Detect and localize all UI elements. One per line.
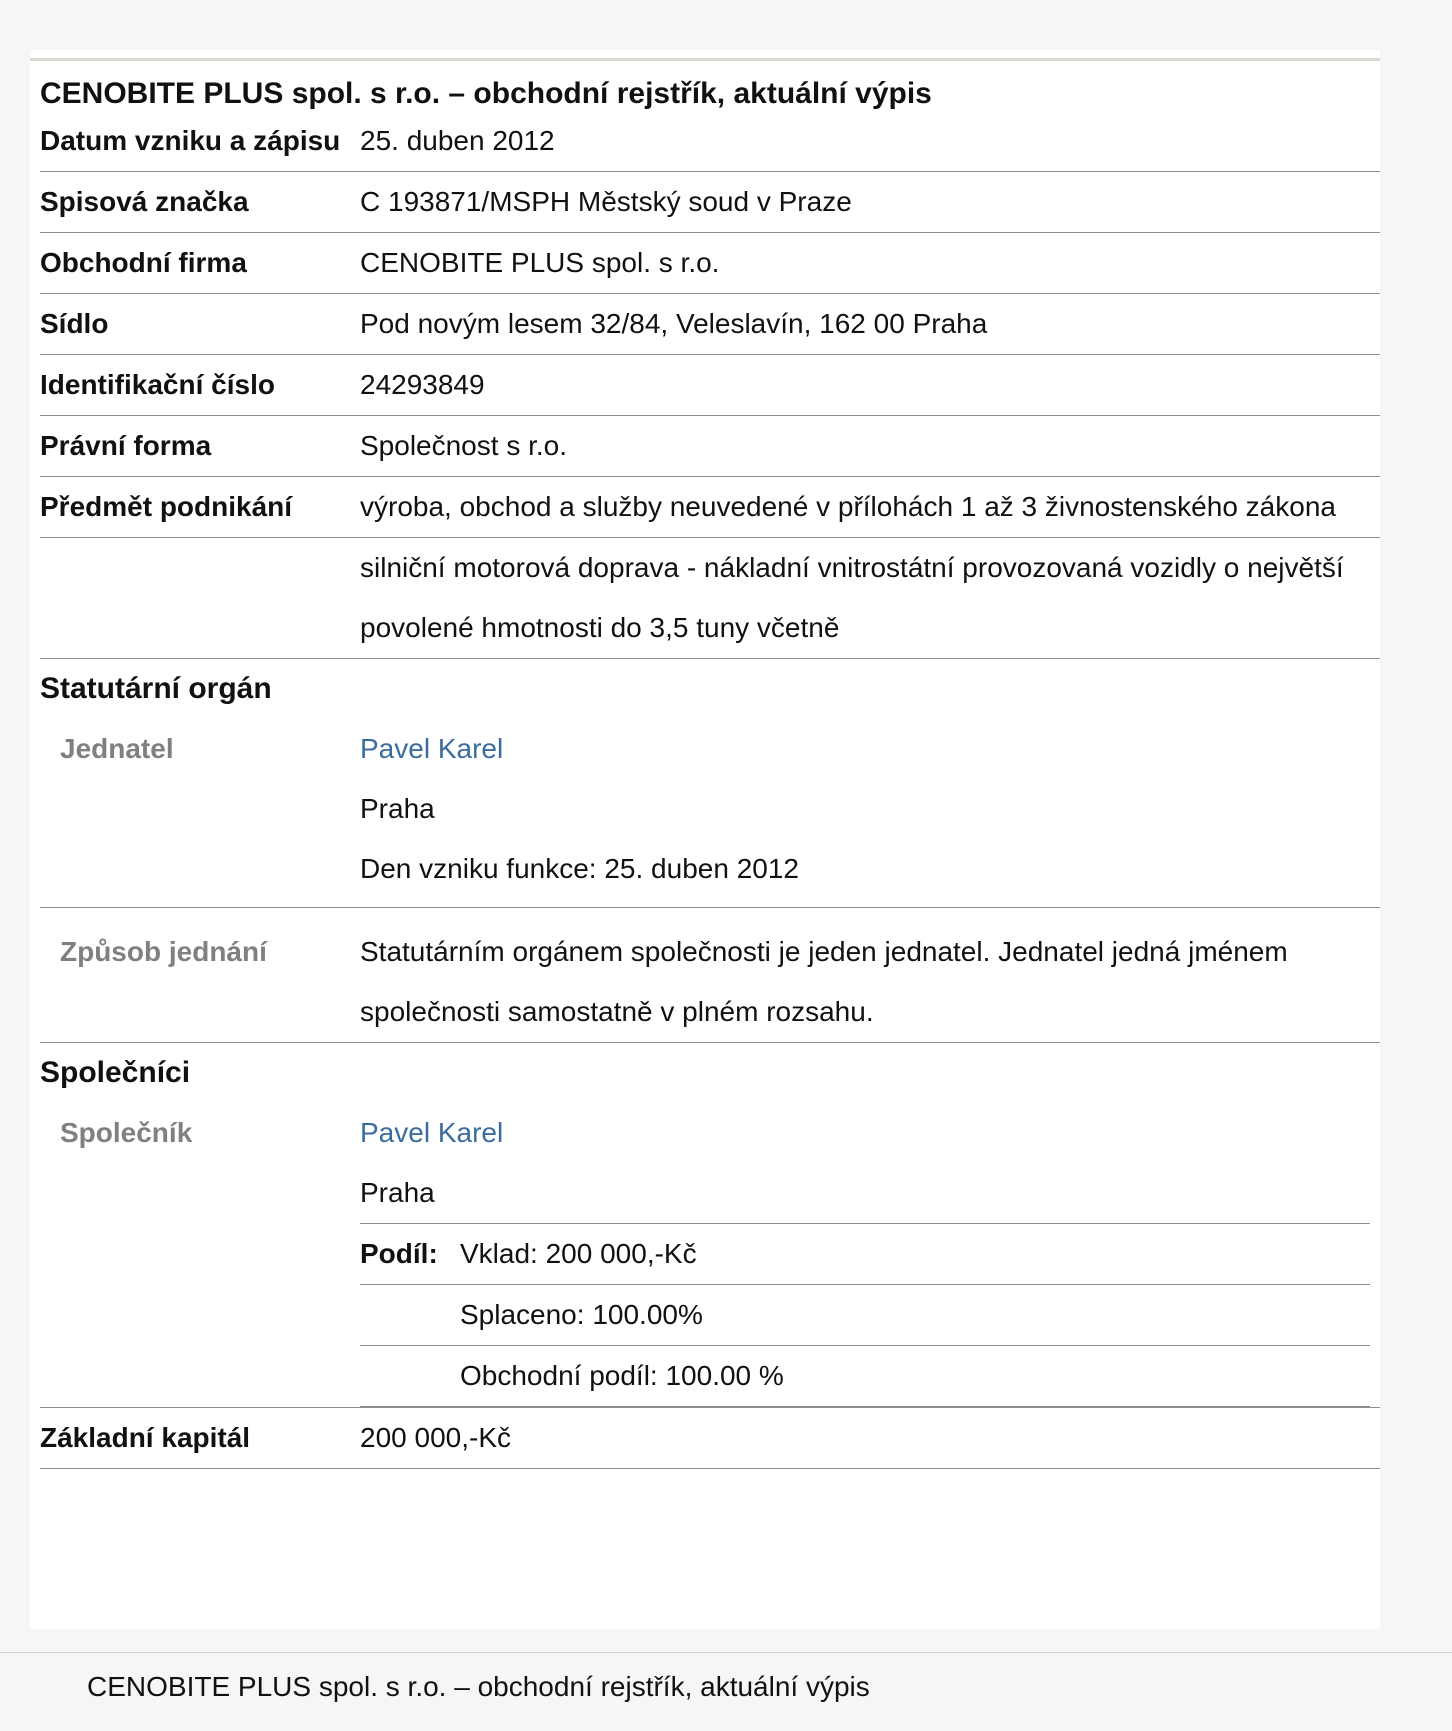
podil-obchodni: Obchodní podíl: 100.00 %	[460, 1346, 1370, 1407]
row-predmet-2	[40, 538, 1380, 659]
label-pravni-forma: Právní forma	[40, 416, 360, 477]
row-datum-vzniku	[40, 111, 1380, 172]
page-title: CENOBITE PLUS spol. s r.o. – obchodní rejstřík, aktuální výpis	[40, 77, 932, 110]
section-spolecnici	[40, 1043, 1380, 1104]
value-spisova-znacka: C 193871/MSPH Městský soud v Praze	[360, 172, 1380, 233]
value-zakladni-kapital: 200 000,-Kč	[360, 1408, 1380, 1469]
podil-splaceno: Splaceno: 100.00%	[460, 1285, 1370, 1346]
value-datum-vzniku: 25. duben 2012	[360, 111, 1380, 172]
registry-table	[40, 111, 1380, 1469]
label-predmet: Předmět podnikání	[40, 477, 360, 538]
spolecnik-city: Praha	[360, 1177, 435, 1208]
value-pravni-forma: Společnost s r.o.	[360, 416, 1380, 477]
value-zpusob-jednani: Statutárním orgánem společnosti je jeden jednatel. Jednatel jedná jménem společnosti samostatně v plném rozsahu.	[360, 922, 1380, 1043]
podil-table	[360, 1224, 1370, 1407]
row-zakladni-kapital	[40, 1408, 1380, 1469]
label-podil: Podíl:	[360, 1224, 460, 1285]
label-zakladni-kapital: Základní kapitál	[40, 1408, 360, 1469]
row-spisova-znacka	[40, 172, 1380, 233]
row-predmet-1	[40, 477, 1380, 538]
registry-card	[30, 58, 1380, 1629]
label-spisova-znacka: Spisová značka	[40, 172, 360, 233]
row-zpusob-jednani	[40, 922, 1380, 1043]
footer	[0, 1652, 1452, 1731]
label-sidlo: Sídlo	[40, 294, 360, 355]
label-ico: Identifikační číslo	[40, 355, 360, 416]
value-sidlo: Pod novým lesem 32/84, Veleslavín, 162 00 Praha	[360, 294, 1380, 355]
row-spolecnik	[40, 1103, 1380, 1408]
value-ico: 24293849	[360, 355, 1380, 416]
row-obchodni-firma	[40, 233, 1380, 294]
jednatel-city: Praha	[360, 793, 435, 824]
label-zpusob-jednani: Způsob jednání	[40, 922, 360, 1043]
label-datum-vzniku: Datum vzniku a zápisu	[40, 111, 360, 172]
row-sidlo	[40, 294, 1380, 355]
registry-content	[40, 61, 1380, 1469]
value-predmet-1: výroba, obchod a služby neuvedené v přílohách 1 až 3 živnostenského zákona	[360, 477, 1380, 538]
value-obchodni-firma: CENOBITE PLUS spol. s r.o.	[360, 233, 1380, 294]
link-spolecnik-name[interactable]: Pavel Karel	[360, 1117, 504, 1148]
label-jednatel: Jednatel	[40, 719, 360, 908]
link-jednatel-name[interactable]: Pavel Karel	[360, 733, 504, 764]
label-obchodni-firma: Obchodní firma	[40, 233, 360, 294]
row-pravni-forma	[40, 416, 1380, 477]
footer-text: CENOBITE PLUS spol. s r.o. – obchodní rejstřík, aktuální výpis	[87, 1671, 870, 1702]
row-ico	[40, 355, 1380, 416]
section-statutarni	[40, 659, 1380, 720]
heading-statutarni: Statutární orgán	[40, 672, 272, 705]
value-predmet-2: silniční motorová doprava - nákladní vnitrostátní provozovaná vozidly o největší povolené hmotnosti do 3,5 tuny včetně	[360, 538, 1380, 659]
row-jednatel	[40, 719, 1380, 908]
label-spolecnik: Společník	[40, 1103, 360, 1408]
jednatel-since: Den vzniku funkce: 25. duben 2012	[360, 853, 799, 884]
heading-spolecnici: Společníci	[40, 1056, 191, 1089]
podil-vklad: Vklad: 200 000,-Kč	[460, 1224, 1370, 1285]
top-strip	[30, 50, 1380, 58]
